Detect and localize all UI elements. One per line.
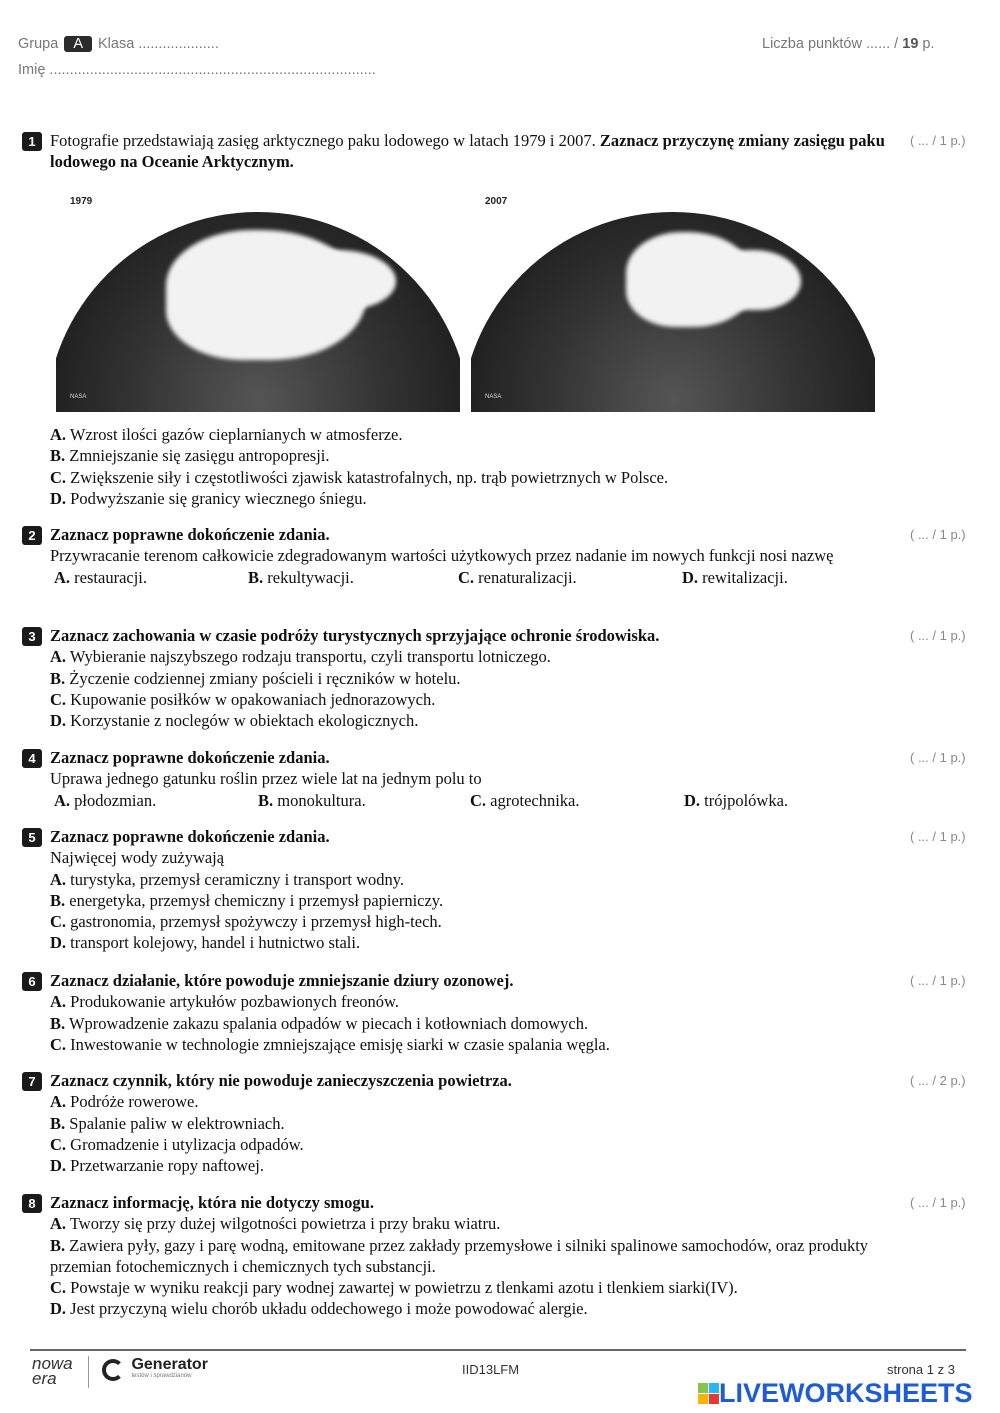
page-number: strona 1 z 3 bbox=[887, 1362, 955, 1377]
arctic-ice-photo-2007 bbox=[471, 190, 875, 412]
option-d[interactable]: D. trójpolówka. bbox=[684, 790, 789, 810]
question-text: Fotografie przedstawiają zasięg arktycznego paku lodowego w latach 1979 i 2007. bbox=[50, 131, 596, 150]
question-2 bbox=[22, 524, 972, 588]
question-instruction: Zaznacz informację, która nie dotyczy smogu. bbox=[50, 1193, 374, 1212]
photo-credit: NASA bbox=[70, 394, 87, 400]
class-field[interactable]: Klasa .................... bbox=[97, 36, 219, 52]
option-d[interactable]: D. Jest przyczyną wielu chorób układu oddechowego i może powodować alergie. bbox=[50, 1299, 588, 1319]
option-c[interactable]: C. gastronomia, przemysł spożywczy i przemysł high-tech. bbox=[50, 912, 442, 932]
points-total-value: 19 bbox=[902, 36, 919, 52]
name-field[interactable]: Imię ................................................................................. bbox=[18, 62, 376, 78]
option-a[interactable]: A. restauracji. bbox=[54, 567, 148, 587]
question-instruction: Zaznacz czynnik, który nie powoduje zanieczyszczenia powietrza. bbox=[50, 1071, 512, 1090]
option-a[interactable]: A. Produkowanie artykułów pozbawionych freonów. bbox=[50, 992, 400, 1012]
photo-credit: NASA bbox=[485, 394, 502, 400]
question-number: 8 bbox=[22, 1194, 42, 1213]
option-b[interactable]: B. Zmniejszanie się zasięgu antropopresji. bbox=[50, 446, 330, 466]
question-3 bbox=[22, 625, 972, 731]
document-code: IID13LFM bbox=[462, 1362, 520, 1377]
question-text: Przywracanie terenom całkowicie zdegradowanym wartości użytkowych przez nadanie im nowych funkcji nosi nazwę bbox=[50, 546, 834, 566]
photo-year: 2007 bbox=[485, 196, 508, 207]
generator-g-icon bbox=[102, 1359, 124, 1381]
option-a[interactable]: A. Tworzy się przy dużej wilgotności powietrza i przy braku wiatru. bbox=[50, 1214, 501, 1234]
option-c[interactable]: C. Powstaje w wyniku reakcji pary wodnej zawartej w powietrzu z tlenkami azotu i tlenkiem siarki(IV). bbox=[50, 1278, 738, 1298]
question-5 bbox=[22, 826, 972, 954]
question-instruction: Zaznacz przyczynę zmiany zasięgu paku lodowego na Oceanie Arktycznym. bbox=[50, 131, 885, 172]
option-c[interactable]: C. Zwiększenie siły i częstotliwości zjawisk katastrofalnych, np. trąb powietrznych w Polsce. bbox=[50, 467, 669, 487]
question-number: 4 bbox=[22, 749, 42, 768]
question-instruction: Zaznacz poprawne dokończenie zdania. bbox=[50, 827, 330, 846]
points-label: Liczba punktów ...... / bbox=[762, 36, 899, 52]
option-a[interactable]: A. Wybieranie najszybszego rodzaju transportu, czyli transportu lotniczego. bbox=[50, 647, 551, 667]
option-d[interactable]: D. Podwyższanie się granicy wiecznego śniegu. bbox=[50, 488, 367, 508]
question-number: 7 bbox=[22, 1072, 42, 1091]
option-c[interactable]: C. Inwestowanie w technologie zmniejszające emisję siarki w czasie spalania węgla. bbox=[50, 1034, 610, 1054]
question-7 bbox=[22, 1070, 972, 1176]
option-d[interactable]: D. transport kolejowy, handel i hutnictwo stali. bbox=[50, 933, 361, 953]
question-text: Najwięcej wody zużywają bbox=[50, 848, 225, 868]
photo-year: 1979 bbox=[70, 196, 93, 207]
option-d[interactable]: D. rewitalizacji. bbox=[682, 567, 788, 587]
points-suffix: p. bbox=[922, 36, 935, 52]
points-total bbox=[762, 36, 935, 52]
question-number: 6 bbox=[22, 972, 42, 991]
option-a[interactable]: A. Wzrost ilości gazów cieplarnianych w atmosferze. bbox=[50, 425, 403, 444]
group-badge: A bbox=[64, 36, 92, 52]
nowa-era-logo: nowa era bbox=[32, 1354, 73, 1388]
generator-logo: Generator testów i sprawdzianów bbox=[102, 1356, 208, 1381]
liveworksheets-icon bbox=[698, 1383, 719, 1404]
question-instruction: Zaznacz zachowania w czasie podróży turystycznych sprzyjające ochronie środowiska. bbox=[50, 626, 660, 645]
question-1-options bbox=[22, 424, 972, 509]
option-b[interactable]: B. Spalanie paliw w elektrowniach. bbox=[50, 1113, 285, 1133]
question-number: 1 bbox=[22, 132, 42, 151]
option-b[interactable]: B. Wprowadzenie zakazu spalania odpadów w piecach i kotłowniach domowych. bbox=[50, 1013, 589, 1033]
option-b[interactable]: B. energetyka, przemysł chemiczny i przemysł papierniczy. bbox=[50, 890, 444, 910]
question-number: 2 bbox=[22, 526, 42, 545]
logo-divider bbox=[88, 1356, 89, 1388]
option-b[interactable]: B. Życzenie codziennej zmiany pościeli i ręczników w hotelu. bbox=[50, 668, 461, 688]
question-1 bbox=[22, 130, 972, 173]
question-8 bbox=[22, 1192, 972, 1320]
question-points: ( ... / 1 p.) bbox=[910, 527, 966, 542]
footer-divider bbox=[30, 1349, 966, 1351]
liveworksheets-watermark: LIVEWORKSHEETS bbox=[698, 1378, 973, 1409]
question-instruction: Zaznacz poprawne dokończenie zdania. bbox=[50, 748, 330, 767]
question-instruction: Zaznacz poprawne dokończenie zdania. bbox=[50, 525, 330, 544]
option-c[interactable]: C. renaturalizacji. bbox=[458, 567, 577, 587]
question-number: 5 bbox=[22, 828, 42, 847]
group-label: Grupa bbox=[18, 36, 59, 52]
option-b[interactable]: B. rekultywacji. bbox=[248, 567, 354, 587]
option-a[interactable]: A. turystyka, przemysł ceramiczny i transport wodny. bbox=[50, 869, 405, 889]
option-c[interactable]: C. agrotechnika. bbox=[470, 790, 580, 810]
question-points: ( ... / 1 p.) bbox=[910, 1195, 966, 1210]
option-c[interactable]: C. Gromadzenie i utylizacja odpadów. bbox=[50, 1134, 304, 1154]
question-points: ( ... / 1 p.) bbox=[910, 628, 966, 643]
option-b[interactable]: B. Zawiera pyły, gazy i parę wodną, emitowane przez zakłady przemysłowe i silniki spalinowe samochodów, oraz produkty przemian fotochemicznych i chemicznych tych substancji. bbox=[50, 1235, 869, 1276]
question-number: 3 bbox=[22, 627, 42, 646]
option-b[interactable]: B. monokultura. bbox=[258, 790, 366, 810]
option-d[interactable]: D. Korzystanie z noclegów w obiektach ekologicznych. bbox=[50, 711, 419, 731]
question-points: ( ... / 1 p.) bbox=[910, 133, 966, 148]
question-4 bbox=[22, 747, 972, 811]
question-instruction: Zaznacz działanie, które powoduje zmniejszanie dziury ozonowej. bbox=[50, 971, 514, 990]
question-6 bbox=[22, 970, 972, 1055]
option-a[interactable]: A. Podróże rowerowe. bbox=[50, 1092, 199, 1112]
question-points: ( ... / 1 p.) bbox=[910, 829, 966, 844]
option-c[interactable]: C. Kupowanie posiłków w opakowaniach jednorazowych. bbox=[50, 689, 436, 709]
question-points: ( ... / 1 p.) bbox=[910, 750, 966, 765]
option-a[interactable]: A. płodozmian. bbox=[54, 790, 157, 810]
question-points: ( ... / 2 p.) bbox=[910, 1073, 966, 1088]
question-text: Uprawa jednego gatunku roślin przez wiele lat na jednym polu to bbox=[50, 769, 482, 789]
arctic-ice-photo-1979 bbox=[56, 190, 460, 412]
group-class-line bbox=[18, 36, 219, 52]
question-points: ( ... / 1 p.) bbox=[910, 973, 966, 988]
option-d[interactable]: D. Przetwarzanie ropy naftowej. bbox=[50, 1156, 264, 1176]
